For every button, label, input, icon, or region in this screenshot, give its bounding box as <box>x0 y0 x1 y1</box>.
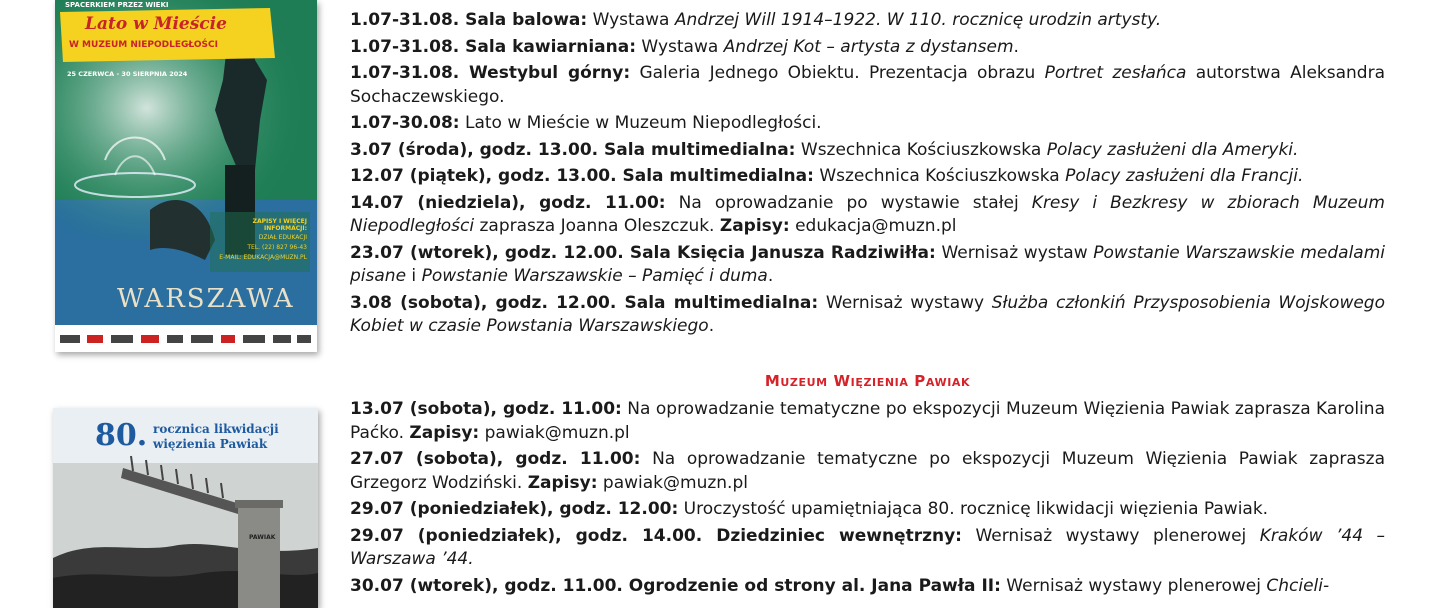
event-entry: 12.07 (piątek), godz. 13.00. Sala multimedialna: Wszechnica Kościuszkowska Polacy zasłużeni dla Francji. <box>350 166 1304 186</box>
poster-caption: rocznica likwidacji <box>153 422 279 436</box>
poster-info-title: ZAPISY I WIĘCEJ INFORMACJI: <box>252 218 307 232</box>
event-entry: 29.07 (poniedziałek), godz. 14.00. Dziedziniec wewnętrzny: Wernisaż wystawy plenerowej Kraków ’44 – Warszawa ’44. <box>350 525 1386 569</box>
event-entry: 13.07 (sobota), godz. 11.00: Na oprowadzanie tematyczne po ekspozycji Muzeum Więzienia Pawiak zaprasza Karolina Paćko. Zapisy: pawiak@muzn.pl <box>350 399 1385 443</box>
event-entry: 14.07 (niedziela), godz. 11.00: Na oprowadzanie po wystawie stałej Kresy i Bezkresy w zbiorach Muzeum Niepodległości zaprasza Joanna Oleszczuk. Zapisy: edukacja@muzn.pl <box>350 192 1385 236</box>
poster-anniversary-number: 80. <box>95 418 148 453</box>
event-entry: 1.07-30.08: Lato w Mieście w Muzeum Niepodległości. <box>350 113 822 133</box>
poster-info-line: DZIAŁ EDUKACJI <box>258 234 307 241</box>
poster-gate-label: PAWIAK <box>249 534 276 541</box>
lato-w-miescie-poster <box>55 0 317 352</box>
event-entry: 1.07-31.08. Sala kawiarniana: Wystawa Andrzej Kot – artysta z dystansem. <box>350 36 1019 57</box>
events-list-pawiak <box>350 398 1385 601</box>
event-entry: 1.07-31.08. Sala balowa: Wystawa Andrzej Will 1914–1922. W 110. rocznicę urodzin artysty. <box>350 10 1162 30</box>
poster-city: WARSZAWA <box>117 284 295 314</box>
events-list-main <box>350 9 1385 342</box>
poster-info-line: E-MAIL: EDUKACJA@MUZN.PL <box>219 254 307 261</box>
poster-title: Lato w Mieście <box>85 14 227 34</box>
section-heading-pawiak: Muzeum Więzienia Pawiak <box>764 372 971 390</box>
event-entry: 3.07 (środa), godz. 13.00. Sala multimedialna: Wszechnica Kościuszkowska Polacy zasłużeni dla Ameryki. <box>350 139 1299 160</box>
event-entry: 27.07 (sobota), godz. 11.00: Na oprowadzanie tematyczne po ekspozycji Muzeum Więzienia Pawiak zaprasza Grzegorz Wodziński. Zapisy: pawiak@muzn.pl <box>350 449 1385 493</box>
poster-topline: SPACERKIEM PRZEZ WIEKI <box>65 1 169 9</box>
pawiak-anniversary-poster <box>53 408 318 608</box>
poster-caption: więzienia Pawiak <box>153 437 268 451</box>
event-entry: 23.07 (wtorek), godz. 12.00. Sala Księcia Janusza Radziwiłła: Wernisaż wystaw Powstanie Warszawskie medalami pisane i Powstanie Warszawskie – Pamięć i duma. <box>350 242 1385 286</box>
poster-subtitle: W MUZEUM NIEPODLEGŁOŚCI <box>69 40 218 50</box>
poster-dates: 25 CZERWCA - 30 SIERPNIA 2024 <box>67 70 188 78</box>
event-entry: 1.07-31.08. Westybul górny: Galeria Jednego Obiektu. Prezentacja obrazu Portret zesłańca autorstwa Aleksandra Sochaczewskiego. <box>350 63 1386 107</box>
event-entry: 29.07 (poniedziałek), godz. 12.00: Uroczystość upamiętniająca 80. rocznicę likwidacji więzienia Pawiak. <box>350 499 1269 519</box>
event-entry: 3.08 (sobota), godz. 12.00. Sala multimedialna: Wernisaż wystawy Służba członkiń Przysposobienia Wojskowego Kobiet w czasie Powstania Warszawskiego. <box>350 292 1386 336</box>
event-entry: 30.07 (wtorek), godz. 11.00. Ogrodzenie od strony al. Jana Pawła II: Wernisaż wystawy plenerowej Chcieli- <box>350 575 1330 596</box>
poster-info-line: TEL. (22) 827 96-43 <box>247 244 307 251</box>
